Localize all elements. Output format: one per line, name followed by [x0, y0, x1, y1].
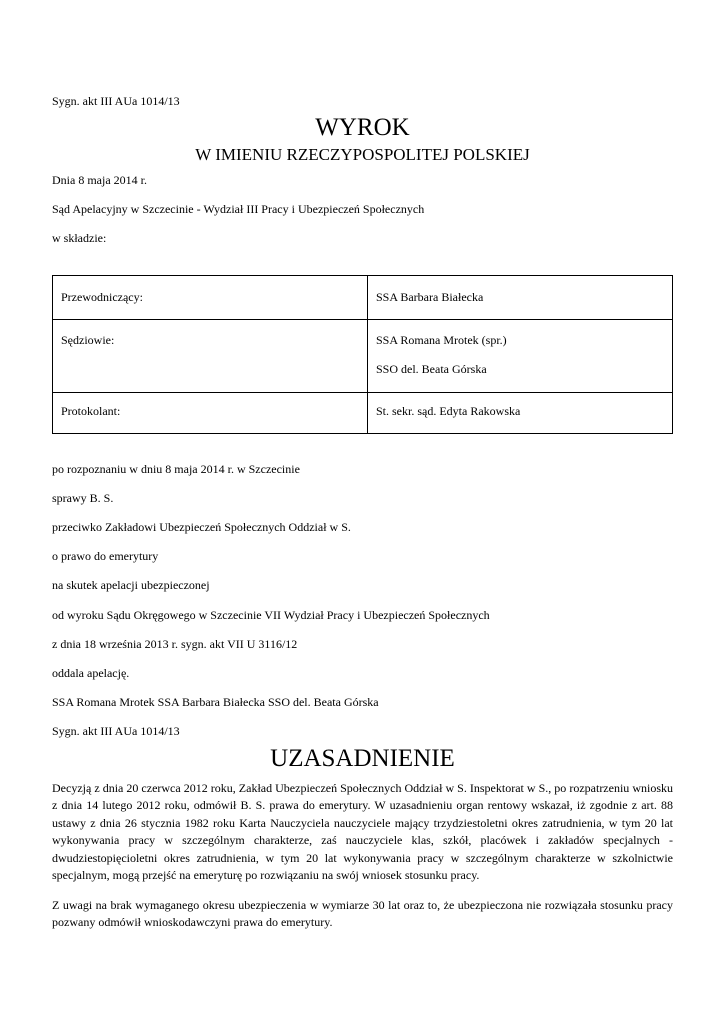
judge-name: SSA Romana Mrotek (spr.) — [376, 333, 507, 347]
names-cell — [368, 393, 673, 434]
court-composition-table — [52, 275, 673, 434]
document-title: WYROK — [315, 114, 410, 141]
case-signature-bottom: Sygn. akt III AUa 1014/13 — [52, 724, 180, 738]
role-label-presiding: Przewodniczący: — [61, 290, 143, 304]
case-signature: Sygn. akt III AUa 1014/13 — [52, 94, 180, 108]
table-row — [53, 393, 673, 434]
justification-title: UZASADNIENIE — [270, 745, 455, 772]
role-label-judges: Sędziowie: — [61, 333, 115, 347]
role-label-clerk: Protokolant: — [61, 404, 121, 418]
verdict-line: z dnia 18 września 2013 r. sygn. akt VII U 3116/12 — [52, 637, 298, 651]
names-cell — [368, 276, 673, 320]
names-cell — [368, 320, 673, 393]
role-cell — [53, 320, 368, 393]
verdict-line: przeciwko Zakładowi Ubezpieczeń Społecznych Oddział w S. — [52, 520, 351, 534]
verdict-operative: oddala apelację. — [52, 666, 130, 680]
verdict-line: od wyroku Sądu Okręgowego w Szczecinie VII Wydział Pracy i Ubezpieczeń Społecznych — [52, 608, 490, 622]
presiding-judge-name: SSA Barbara Białecka — [376, 290, 484, 304]
court-name: Sąd Apelacyjny w Szczecinie - Wydział III Pracy i Ubezpieczeń Społecznych — [52, 202, 425, 216]
clerk-name: St. sekr. sąd. Edyta Rakowska — [376, 404, 521, 418]
role-cell — [53, 393, 368, 434]
verdict-line: po rozpoznaniu w dniu 8 maja 2014 r. w Szczecinie — [52, 462, 300, 476]
verdict-line: o prawo do emerytury — [52, 549, 159, 563]
table-row — [53, 276, 673, 320]
verdict-line: na skutek apelacji ubezpieczonej — [52, 578, 210, 592]
document-subtitle: W IMIENIU RZECZYPOSPOLITEJ POLSKIEJ — [195, 145, 530, 164]
judge-name: SSO del. Beata Górska — [376, 362, 487, 376]
role-cell — [53, 276, 368, 320]
composition-intro: w składzie: — [52, 231, 107, 245]
judgment-date: Dnia 8 maja 2014 r. — [52, 173, 147, 187]
verdict-signatures: SSA Romana Mrotek SSA Barbara Białecka SSO del. Beata Górska — [52, 695, 379, 709]
justification-paragraph: Decyzją z dnia 20 czerwca 2012 roku, Zakład Ubezpieczeń Społecznych Oddział w S. Inspektorat w S., po rozpatrzeniu wniosku z dnia 14 lutego 2012 roku, odmówił B. S. prawa do emerytury. W uzasadnieniu organ rentowy wskazał, iż zgodnie z art. 88 ustawy z dnia 26 stycznia 1982 roku Karta Nauczyciela nauczyciele mający trzydziestoletni okres zatrudnienia, w tym 20 lat wykonywania pracy w szczególnym charakterze, zaś nauczyciele klas, szkół, placówek i zakładów specjalnych - dwudziestopięcioletni okres zatrudnienia, w tym 20 lat wykonywania pracy w szczególnym charakterze w szkolnictwie specjalnym, mogą przejść na emeryturę po rozwiązaniu na swój wniosek stosunku pracy. — [52, 781, 673, 883]
verdict-line: sprawy B. S. — [52, 491, 114, 505]
table-row — [53, 320, 673, 393]
justification-paragraph: Z uwagi na brak wymaganego okresu ubezpieczenia w wymiarze 30 lat oraz to, że ubezpieczona nie rozwiązała stosunku pracy pozwany odmówił wnioskodawczyni prawa do emerytury. — [52, 898, 673, 930]
